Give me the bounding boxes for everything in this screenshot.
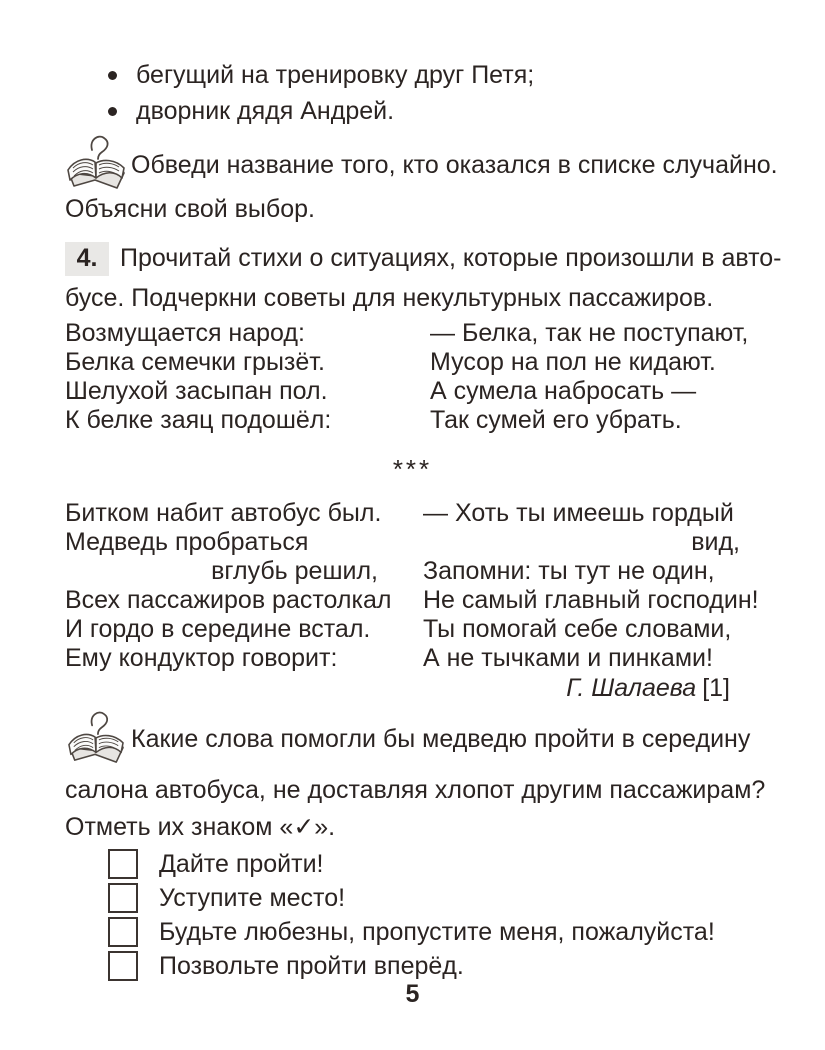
task-4-header xyxy=(65,240,782,277)
poem-2 xyxy=(65,499,760,673)
checklist-label: Позвольте пройти вперёд. xyxy=(159,951,464,980)
instruction-line: Объясни свой выбор. xyxy=(65,195,315,223)
poem-line: Всех пассажиров растолкал xyxy=(65,586,392,614)
bullet-text: дворник дядя Андрей. xyxy=(136,97,395,125)
reference-number: [1] xyxy=(702,674,730,702)
checklist-item xyxy=(108,949,760,983)
bullet-list xyxy=(108,0,760,129)
question-line: Какие слова помогли бы медведю пройти в середину xyxy=(131,725,751,753)
poem-line: Не самый главный господин! xyxy=(423,586,759,614)
bullet-icon xyxy=(108,107,117,116)
checkbox[interactable] xyxy=(108,883,138,913)
poem-line: Запомни: ты тут не один, xyxy=(423,557,715,585)
instruction-block xyxy=(65,133,778,191)
checklist-item xyxy=(108,915,760,949)
poem-line: Возмущается народ: xyxy=(65,319,305,347)
checklist-item xyxy=(108,881,760,915)
book-question-icon xyxy=(65,133,127,191)
poem-line: вид, xyxy=(691,528,740,556)
poem-line: К белке заяц подошёл: xyxy=(65,406,332,434)
task-text-line: бусе. Подчеркни советы для некультурных пассажиров. xyxy=(65,284,714,312)
checklist-label: Будьте любезны, пропустите меня, пожалуйста! xyxy=(159,917,715,946)
task-text-line: Прочитай стихи о ситуациях, которые произошли в авто- xyxy=(120,244,782,272)
answer-checklist xyxy=(108,847,760,983)
list-item xyxy=(108,57,760,93)
bullet-icon xyxy=(108,71,117,80)
poem-line: А сумела набросать — xyxy=(430,377,697,405)
poem-line: Ему кондуктор говорит: xyxy=(65,644,338,672)
poem-line: А не тычками и пинками! xyxy=(423,644,713,672)
checkbox[interactable] xyxy=(108,849,138,879)
question-line: Отметь их знаком «✓». xyxy=(65,813,336,841)
poem-1-left-column xyxy=(65,319,430,435)
instruction-line: Обведи название того, кто оказался в списке случайно. xyxy=(131,151,778,179)
poem-line: Битком набит автобус был. xyxy=(65,499,382,527)
poem-separator: *** xyxy=(392,454,433,484)
poem-2-right-column xyxy=(423,499,759,673)
author-name: Г. Шалаева xyxy=(566,674,697,702)
poem-line: Мусор на пол не кидают. xyxy=(430,348,716,376)
poem-line: Так сумей его убрать. xyxy=(430,406,682,434)
poem-line: Медведь пробраться xyxy=(65,528,309,556)
question-line: салона автобуса, не доставляя хлопот другим пассажирам? xyxy=(65,776,766,804)
poem-attribution xyxy=(65,673,730,703)
bullet-text: бегущий на тренировку друг Петя; xyxy=(136,61,535,89)
page-number: 5 xyxy=(405,980,420,1008)
checkbox[interactable] xyxy=(108,917,138,947)
poem-line: Белка семечки грызёт. xyxy=(65,348,325,376)
poem-1-right-column xyxy=(430,319,760,435)
poem-1 xyxy=(65,319,760,435)
poem-line: Шелухой засыпан пол. xyxy=(65,377,328,405)
question-block xyxy=(65,709,760,765)
poem-line: Ты помогай себе словами, xyxy=(423,615,732,643)
checkbox[interactable] xyxy=(108,951,138,981)
poem-2-left-column xyxy=(65,499,392,673)
poem-line: — Белка, так не поступают, xyxy=(430,319,749,347)
poem-line: И гордо в середине встал. xyxy=(65,615,371,643)
task-number-badge: 4. xyxy=(65,242,109,276)
checklist-label: Дайте пройти! xyxy=(159,849,324,878)
list-item xyxy=(108,93,760,129)
poem-line: — Хоть ты имеешь гордый xyxy=(423,499,734,527)
poem-line: вглубь решил, xyxy=(211,557,378,585)
checklist-label: Уступите место! xyxy=(159,883,346,912)
checklist-item xyxy=(108,847,760,881)
book-question-icon xyxy=(65,709,127,765)
